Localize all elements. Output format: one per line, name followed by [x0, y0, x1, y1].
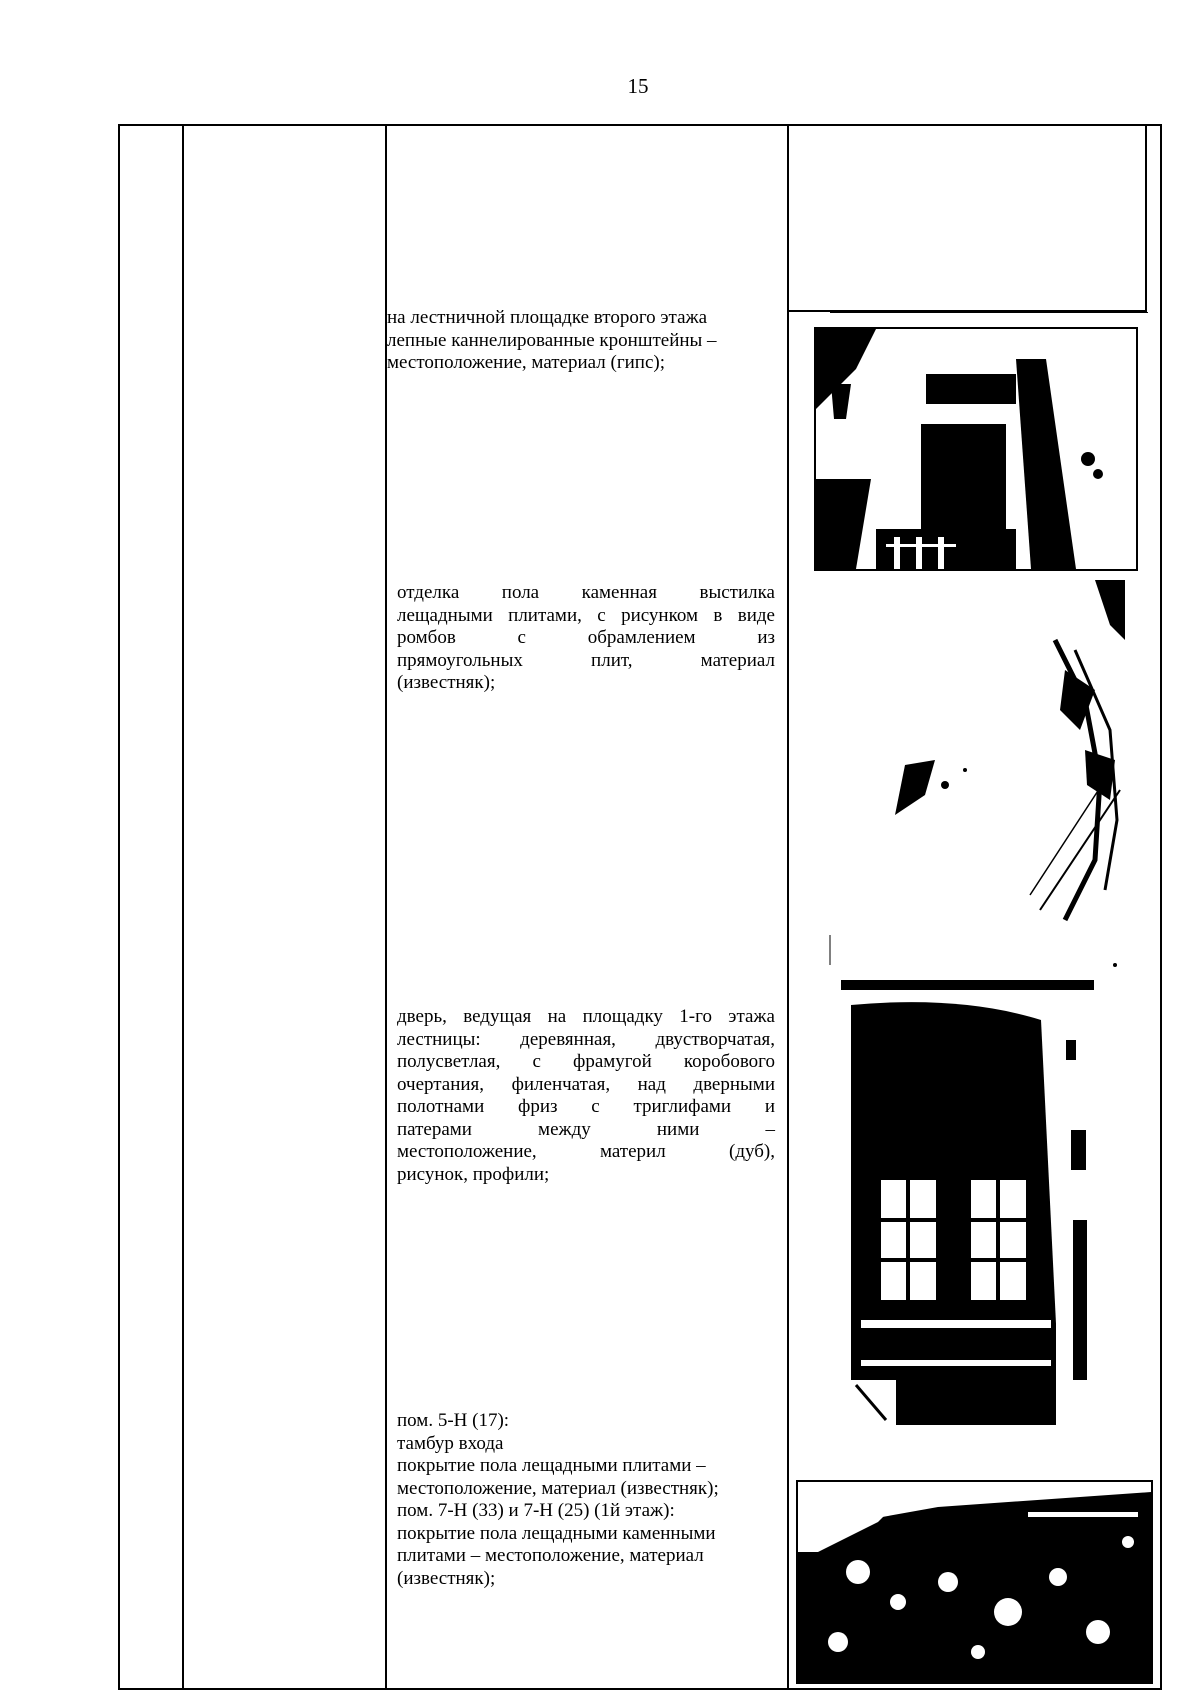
text-line: плитами – местоположение, материал [397, 1545, 704, 1566]
text-line: лестницы: деревянная, двустворчатая, [397, 1028, 775, 1050]
table-border-right [1160, 124, 1162, 1690]
entry-door [397, 1006, 775, 1186]
text-line: пом. 5-Н (17): [397, 1410, 510, 1431]
text-line: тамбур входа [397, 1432, 504, 1454]
text-line: лепные каннелированные кронштейны – [387, 329, 717, 351]
table-border-left [118, 124, 120, 1690]
table-border-bottom [118, 1688, 1162, 1690]
text-line: покрытие пола лещадными плитами – [397, 1455, 706, 1476]
text-line: рисунок, профили; [397, 1163, 550, 1185]
photo-frame-top-lower-line [830, 312, 1148, 313]
text-line: полусветлая, с фрамугой коробового [397, 1051, 775, 1072]
text-line: очертания, филенчатая, над дверными [397, 1073, 775, 1095]
text-line: (известняк); [397, 1567, 496, 1589]
text-line: пом. 7-Н (33) и 7-Н (25) (1й этаж): [397, 1500, 675, 1521]
entry-floor-finish [397, 582, 775, 695]
entry-vestibule [397, 1410, 782, 1590]
text-line: местоположение, материал (гипс); [387, 352, 665, 373]
text-line: на лестничной площадке второго этажа [387, 307, 708, 328]
photo-vestibule-floor [796, 1480, 1153, 1684]
text-line: ромбов с обрамлением из [397, 627, 775, 648]
text-line: лещадными плитами, с рисунком в виде [397, 604, 775, 626]
text-line: покрытие пола лещадными каменными [397, 1522, 716, 1544]
photo-door [841, 980, 1094, 1425]
text-line: (известняк); [397, 672, 496, 693]
text-line: полотнами фриз с триглифами и [397, 1096, 775, 1117]
table-column-divider-3 [787, 124, 789, 1690]
text-line: местоположение, материл (дуб), [397, 1141, 775, 1162]
table-column-divider-1 [182, 124, 184, 1690]
text-line: прямоугольных плит, материал [397, 649, 775, 671]
entry-stair-brackets [387, 307, 782, 375]
photo-floor-finish [825, 580, 1125, 970]
text-line: дверь, ведущая на площадку 1-го этажа [397, 1006, 775, 1027]
text-line: отделка пола каменная выстилка [397, 582, 775, 603]
text-line: местоположение, материал (известняк); [397, 1477, 719, 1499]
photo-stair-brackets [814, 327, 1138, 571]
photo-frame-top [789, 126, 1147, 312]
text-line: патерами между ними – [397, 1118, 775, 1140]
page-number: 15 [627, 74, 649, 98]
